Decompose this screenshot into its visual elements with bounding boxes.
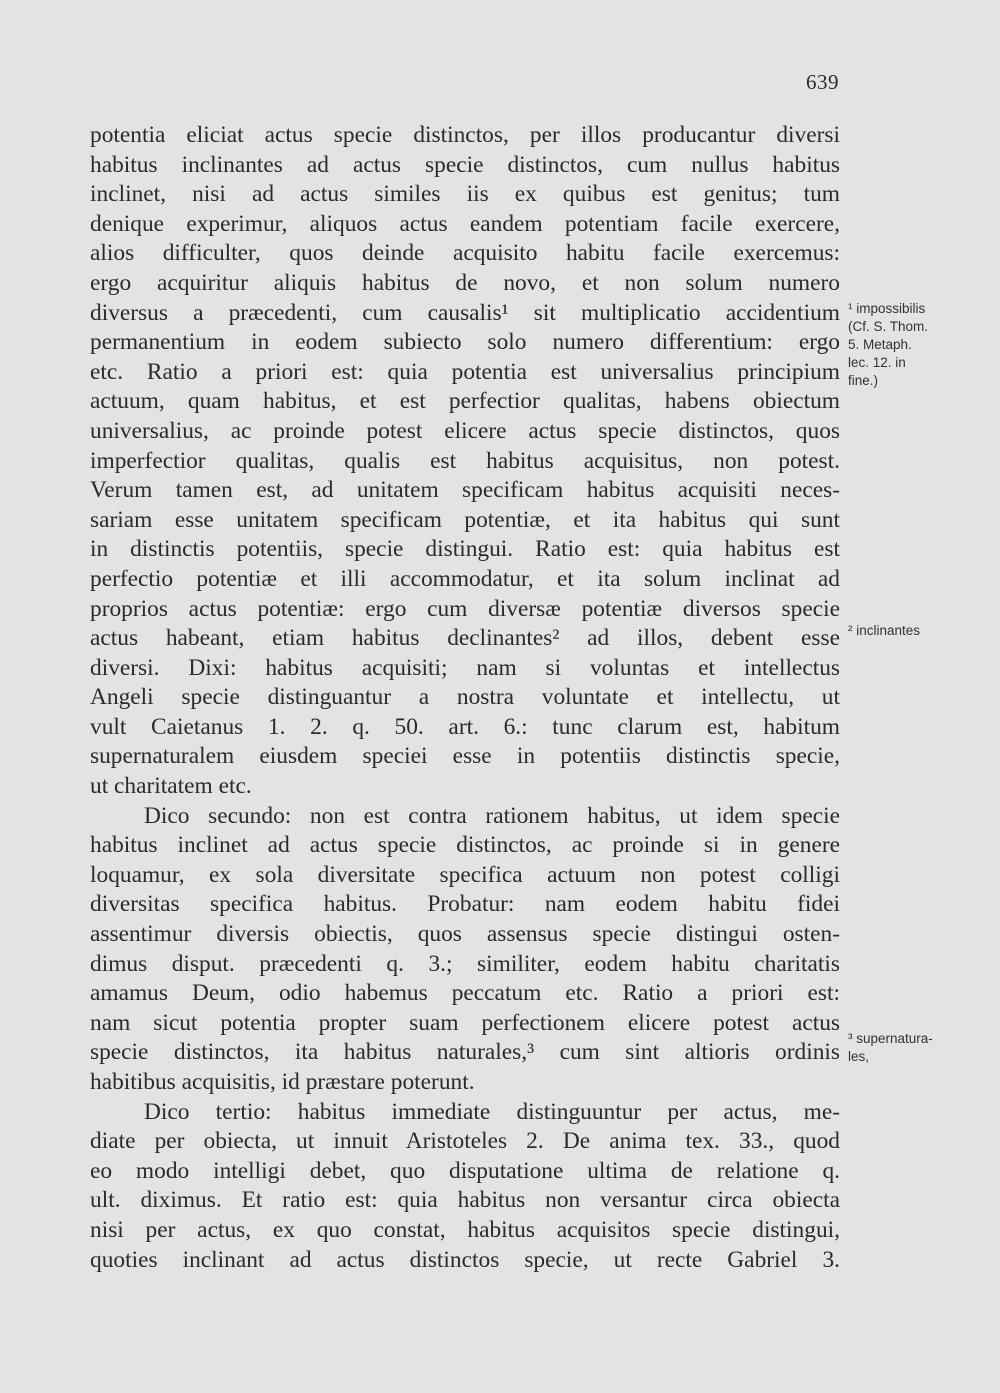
text-line: nisi per actus, ex quo constat, habitus acquisitos specie distingui, bbox=[90, 1216, 840, 1243]
page-number: 639 bbox=[806, 70, 839, 94]
body-text bbox=[90, 121, 840, 1275]
text-line: perfectio potentiæ et illi accommodatur, et ita solum inclinat ad bbox=[90, 565, 840, 592]
text-line: diversi. Dixi: habitus acquisiti; nam si voluntas et intellectus bbox=[90, 654, 840, 681]
margin-note-line: (Cf. S. Thom. bbox=[848, 319, 929, 334]
text-line: Dico tertio: habitus immediate distinguuntur per actus, me- bbox=[144, 1098, 840, 1125]
margin-note-line: 5. Metaph. bbox=[848, 337, 912, 352]
text-line: Dico secundo: non est contra rationem habitus, ut idem specie bbox=[144, 802, 840, 829]
text-line: vult Caietanus 1. 2. q. 50. art. 6.: tunc clarum est, habitum bbox=[90, 713, 840, 740]
text-line: actus habeant, etiam habitus declinantes² ad illos, debent esse bbox=[90, 625, 840, 652]
margin-note bbox=[848, 300, 983, 390]
text-line: ult. diximus. Et ratio est: quia habitus non versantur circa obiecta bbox=[90, 1187, 840, 1214]
text-line: diversus a præcedenti, cum causalis¹ sit multiplicatio accidentium bbox=[90, 299, 840, 326]
margin-note-line: ³ supernatura- bbox=[848, 1031, 933, 1046]
margin-note bbox=[848, 1030, 983, 1066]
text-line: quoties inclinant ad actus distinctos specie, ut recte Gabriel 3. bbox=[90, 1246, 840, 1273]
margin-note-line: ² inclinantes bbox=[848, 623, 921, 638]
text-line: permanentium in eodem subiecto solo numero differentium: ergo bbox=[90, 329, 840, 356]
text-line: denique experimur, aliquos actus eandem potentiam facile exercere, bbox=[90, 210, 840, 237]
text-line: ergo acquiritur aliquis habitus de novo, et non solum numero bbox=[90, 269, 840, 296]
margin-note-line: ¹ impossibilis bbox=[848, 301, 926, 316]
text-line: sariam esse unitatem specificam potentiæ, et ita habitus qui sunt bbox=[90, 506, 840, 533]
text-line: proprios actus potentiæ: ergo cum diversæ potentiæ diversos specie bbox=[90, 595, 840, 622]
text-line: specie distinctos, ita habitus naturales,³ cum sint altioris ordinis bbox=[90, 1039, 840, 1066]
margin-note bbox=[848, 622, 983, 640]
margin-note-line: lec. 12. in bbox=[848, 355, 906, 370]
text-line: eo modo intelligi debet, quo disputatione ultima de relatione q. bbox=[90, 1157, 840, 1184]
text-line: inclinet, nisi ad actus similes iis ex quibus est genitus; tum bbox=[90, 181, 840, 208]
text-line: loquamur, ex sola diversitate specifica actuum non potest colligi bbox=[90, 861, 840, 888]
text-line: assentimur diversis obiectis, quos assensus specie distingui osten- bbox=[90, 921, 840, 948]
text-line: actuum, quam habitus, et est perfectior qualitas, habens obiectum bbox=[90, 388, 840, 415]
text-line: Verum tamen est, ad unitatem specificam habitus acquisiti neces- bbox=[90, 477, 840, 504]
text-line: diate per obiecta, ut innuit Aristoteles 2. De anima tex. 33., quod bbox=[90, 1128, 840, 1155]
text-line: in distinctis potentiis, specie distingui. Ratio est: quia habitus est bbox=[90, 536, 840, 563]
text-line: imperfectior qualitas, qualis est habitus acquisitus, non potest. bbox=[90, 447, 840, 474]
text-line: habitibus acquisitis, id præstare poterunt. bbox=[90, 1069, 475, 1095]
text-line: nam sicut potentia propter suam perfectionem elicere potest actus bbox=[90, 1009, 840, 1036]
text-line: alios difficulter, quos deinde acquisito habitu facile exercemus: bbox=[90, 240, 840, 267]
margin-note-line: fine.) bbox=[848, 373, 879, 388]
text-line: ut charitatem etc. bbox=[90, 773, 252, 800]
text-line: amamus Deum, odio habemus peccatum etc. Ratio a priori est: bbox=[90, 980, 840, 1007]
text-line: habitus inclinet ad actus specie distinctos, ac proinde si in genere bbox=[90, 832, 840, 859]
text-line: Angeli specie distinguantur a nostra voluntate et intellectu, ut bbox=[90, 684, 840, 711]
text-line: supernaturalem eiusdem speciei esse in potentiis distinctis specie, bbox=[90, 743, 840, 770]
text-line: diversitas specifica habitus. Probatur: nam eodem habitu fidei bbox=[90, 891, 840, 918]
text-line: habitus inclinantes ad actus specie distinctos, cum nullus habitus bbox=[90, 151, 840, 178]
text-line: potentia eliciat actus specie distinctos, per illos producantur diversi bbox=[90, 122, 840, 148]
text-line: etc. Ratio a priori est: quia potentia est universalius principium bbox=[90, 358, 840, 385]
margin-note-line: les, bbox=[848, 1049, 870, 1064]
text-line: dimus disput. præcedenti q. 3.; similiter, eodem habitu charitatis bbox=[90, 950, 840, 977]
text-line: universalius, ac proinde potest elicere actus specie distinctos, quos bbox=[90, 417, 840, 444]
